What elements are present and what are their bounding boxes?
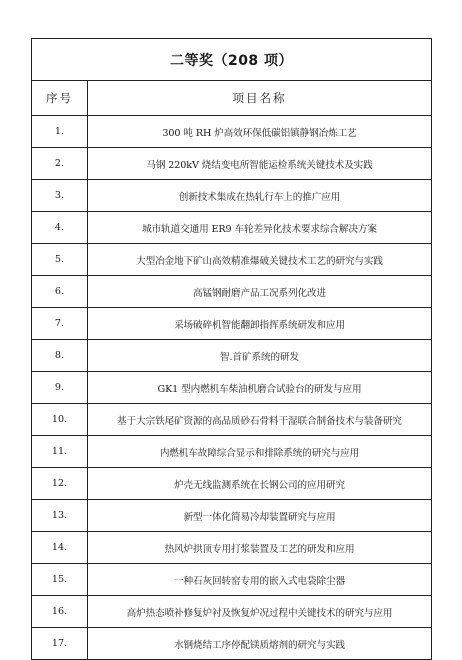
project-name-text: 采场破碎机智能翻卸指挥系统研发和应用 bbox=[174, 319, 345, 331]
table-row bbox=[32, 468, 432, 500]
project-name-text: 马钢 220kV 烧结变电所智能运检系统关键技术及实践 bbox=[146, 159, 373, 171]
serial-number-cell: 15. bbox=[32, 564, 88, 596]
project-name-text: 大型冶金地下矿山高效精准爆破关键技术工艺的研究与实践 bbox=[136, 255, 383, 267]
project-name-text: 水钢烧结工序停配镁质熔剂的研究与实践 bbox=[174, 639, 345, 651]
project-name-cell bbox=[88, 500, 432, 532]
header-row bbox=[32, 81, 432, 116]
table-row bbox=[32, 340, 432, 372]
project-name-cell bbox=[88, 372, 432, 404]
project-name-text: 创新技术集成在热轧行车上的推广应用 bbox=[178, 191, 341, 203]
serial-number-cell: 10. bbox=[32, 404, 88, 436]
project-name-cell bbox=[88, 532, 432, 564]
awards-table bbox=[31, 38, 432, 660]
serial-number-cell: 4. bbox=[32, 212, 88, 244]
project-name-text: 炉壳无线监测系统在长钢公司的应用研究 bbox=[174, 479, 345, 491]
serial-number-cell: 14. bbox=[32, 532, 88, 564]
serial-number-cell: 3. bbox=[32, 180, 88, 212]
serial-number-cell: 2. bbox=[32, 148, 88, 180]
project-name-text: 城市轨道交通用 ER9 车轮差异化技术要求综合解决方案 bbox=[142, 223, 377, 235]
table-row bbox=[32, 596, 432, 628]
serial-number-cell: 5. bbox=[32, 244, 88, 276]
table-row bbox=[32, 276, 432, 308]
header-project-name: 项目名称 bbox=[88, 81, 432, 116]
serial-number-cell: 16. bbox=[32, 596, 88, 628]
project-name-cell bbox=[88, 308, 432, 340]
table-row bbox=[32, 212, 432, 244]
table-row bbox=[32, 564, 432, 596]
project-name-text: 新型一体化简易冷却装置研究与应用 bbox=[183, 511, 336, 523]
serial-number-cell: 13. bbox=[32, 500, 88, 532]
table-row bbox=[32, 148, 432, 180]
project-name-cell bbox=[88, 180, 432, 212]
serial-number-cell: 8. bbox=[32, 340, 88, 372]
table-row bbox=[32, 532, 432, 564]
table-row bbox=[32, 500, 432, 532]
project-name-text: 一种石灰回转窑专用的嵌入式电袋除尘器 bbox=[174, 575, 345, 587]
project-name-text: GK1 型内燃机车柴油机磨合试验台的研发与应用 bbox=[157, 383, 362, 395]
project-name-cell bbox=[88, 468, 432, 500]
table-row bbox=[32, 628, 432, 660]
project-name-text: 智.首矿系统的研发 bbox=[220, 351, 299, 363]
table-row bbox=[32, 404, 432, 436]
project-name-cell bbox=[88, 340, 432, 372]
project-name-cell bbox=[88, 212, 432, 244]
serial-number-cell: 1. bbox=[32, 116, 88, 148]
project-name-text: 高炉热态喷补修复炉衬及恢复炉况过程中关键技术的研究与应用 bbox=[126, 607, 393, 619]
project-name-text: 基于大宗铁尾矿资源的高品质砂石骨料干湿联合制备技术与装备研究 bbox=[117, 415, 402, 427]
project-name-cell bbox=[88, 116, 432, 148]
serial-number-cell: 12. bbox=[32, 468, 88, 500]
project-name-text: 热风炉拱顶专用打浆装置及工艺的研发和应用 bbox=[164, 543, 355, 555]
table-row bbox=[32, 436, 432, 468]
header-serial-number: 序号 bbox=[32, 81, 88, 116]
table-row bbox=[32, 308, 432, 340]
table-title: 二等奖（208 项） bbox=[32, 39, 432, 81]
project-name-cell bbox=[88, 564, 432, 596]
title-row bbox=[32, 39, 432, 81]
table-body bbox=[32, 116, 432, 660]
table-row bbox=[32, 180, 432, 212]
project-name-cell bbox=[88, 276, 432, 308]
project-name-cell bbox=[88, 404, 432, 436]
table-row bbox=[32, 244, 432, 276]
project-name-cell bbox=[88, 596, 432, 628]
serial-number-cell: 11. bbox=[32, 436, 88, 468]
serial-number-cell: 7. bbox=[32, 308, 88, 340]
project-name-text: 300 吨 RH 炉高效环保低碳铝镇静钢冶炼工艺 bbox=[162, 127, 357, 139]
table-row bbox=[32, 116, 432, 148]
project-name-cell bbox=[88, 148, 432, 180]
project-name-cell bbox=[88, 244, 432, 276]
project-name-cell bbox=[88, 628, 432, 660]
table-row bbox=[32, 372, 432, 404]
serial-number-cell: 17. bbox=[32, 628, 88, 660]
serial-number-cell: 9. bbox=[32, 372, 88, 404]
serial-number-cell: 6. bbox=[32, 276, 88, 308]
project-name-text: 高锰钢耐磨产品工况系列化改进 bbox=[193, 287, 326, 299]
project-name-text: 内燃机车故障综合显示和排除系统的研究与应用 bbox=[159, 447, 360, 459]
project-name-cell bbox=[88, 436, 432, 468]
